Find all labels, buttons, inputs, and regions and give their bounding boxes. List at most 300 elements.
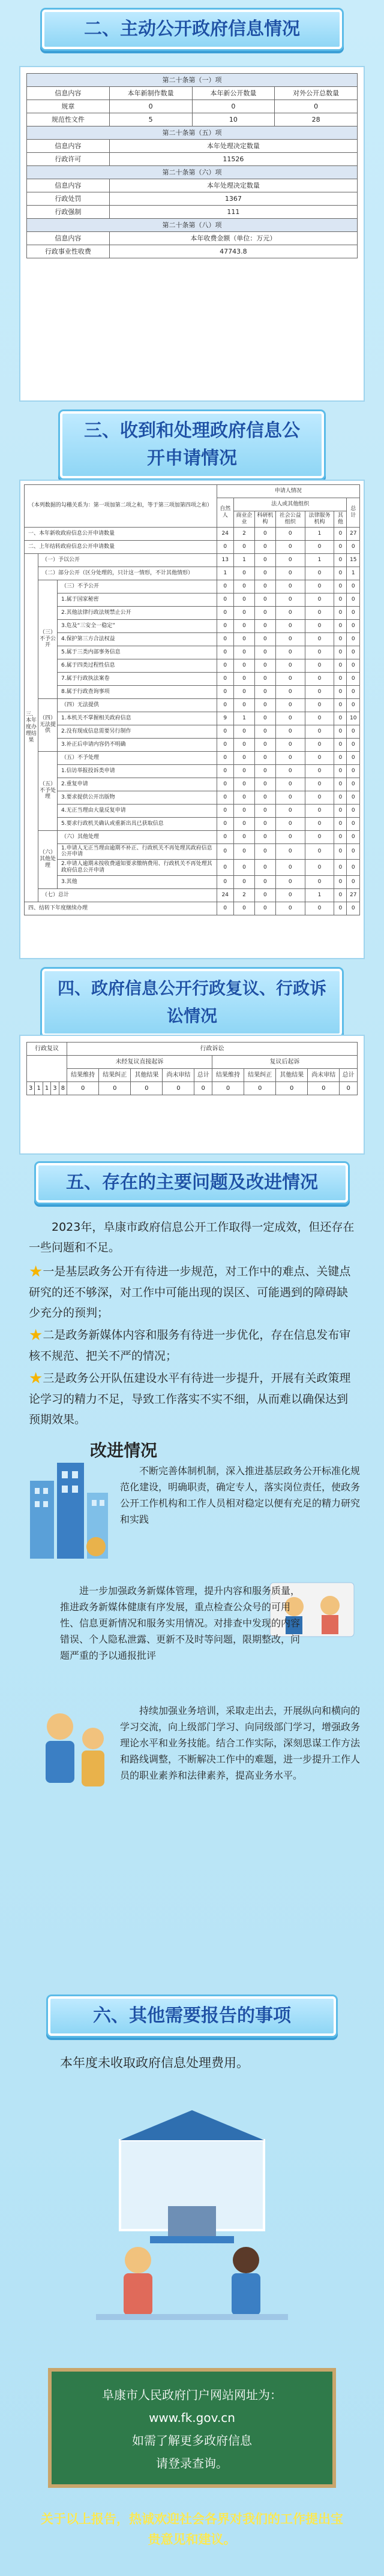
row-label: 1.信访举报投诉类申请	[58, 764, 217, 778]
cell: 0	[217, 659, 233, 672]
row-label: 4.保护第三方合法权益	[58, 632, 217, 646]
cell: 0	[254, 632, 275, 646]
cell: 0	[217, 875, 233, 888]
table-3-card	[19, 480, 365, 959]
row-label: 1.申请人无正当理由逾期不补正、行政机关不再处理其政府信息公开申请	[58, 843, 217, 860]
cell: 0	[275, 751, 305, 764]
blank-cell	[27, 1056, 67, 1082]
cell: 0	[334, 646, 347, 659]
cell: 0	[275, 659, 305, 672]
subgroup-label: （四）无法提供	[38, 698, 58, 751]
cell: 0	[275, 902, 305, 915]
cell: 1	[43, 1082, 50, 1095]
cell: 0	[212, 1082, 244, 1095]
cell: 1	[305, 553, 334, 567]
cell: 0	[234, 817, 255, 830]
subgroup-label: （六）其他处理	[38, 830, 58, 888]
cell: 0	[217, 580, 233, 593]
table-row	[25, 646, 360, 659]
col-header: 信息内容	[27, 87, 110, 100]
problem-text: 一是基层政务公开有待进一步规范，对工作中的难点、关键点研究的还不够深，对工作中可能出现的误区、可能遇到的障碍缺少充分的预判；	[29, 1265, 351, 1319]
cell: 0	[254, 672, 275, 685]
cell: 0	[334, 712, 347, 725]
table-row	[25, 593, 360, 606]
cell: 0	[254, 725, 275, 738]
cell: 0	[347, 817, 360, 830]
col-header: 本年处理决定数量	[109, 179, 357, 192]
row-label: 5.要求行政机关确认或重新出具已获取信息	[58, 817, 217, 830]
cell: 0	[194, 1082, 212, 1095]
cell: 0	[305, 646, 334, 659]
cell: 0	[234, 632, 255, 646]
cell: 0	[254, 817, 275, 830]
table-row	[25, 843, 360, 860]
cell: 27	[347, 527, 360, 540]
website-board	[48, 2368, 336, 2488]
cell: 0	[254, 778, 275, 791]
cell: 0	[234, 738, 255, 751]
cell: 0	[334, 791, 347, 804]
cell: 行政处罚	[27, 192, 110, 206]
table-row	[25, 830, 360, 843]
cell: 0	[347, 778, 360, 791]
cell: 3	[51, 1082, 59, 1095]
improve-3: 持续加强业务培训，采取走出去，开展纵向和横向的学习交流，向上级部门学习、向同级部门学习，增强政务理论水平和业务技能。结合工作实际，深刻思谋工作方法和路线调整，不断解决工作中的难题，进一步提升工作人员的职业素养和法律素养，提高业务水平。	[120, 1705, 361, 1781]
cell: 0	[334, 606, 347, 619]
col-header: 尚未审结	[308, 1069, 340, 1082]
cell: 行政强制	[27, 206, 110, 219]
cell: 0	[305, 606, 334, 619]
cell: 0	[347, 698, 360, 712]
table-row	[25, 860, 360, 876]
cell: 0	[305, 619, 334, 632]
cell: 0	[234, 830, 255, 843]
col-header: 社会公益组织	[275, 511, 305, 528]
problem-text: 二是政务新媒体内容和服务有待进一步优化，存在信息发布审核不规范、把关不严的情况；	[29, 1328, 351, 1363]
col-header: 信息内容	[27, 232, 110, 245]
cell: 9	[217, 712, 233, 725]
corner-note: （本列数据的勾稽关系为：第一项加第二项之和，等于第三项加第四项之和）	[25, 485, 217, 528]
row-label: 7.属于行政执法案卷	[58, 672, 217, 685]
cell: 0	[254, 659, 275, 672]
cell: 10	[192, 113, 275, 126]
cell: 1	[35, 1082, 43, 1095]
cell: 0	[347, 725, 360, 738]
cell: 0	[217, 804, 233, 817]
cell: 0	[305, 843, 334, 860]
cell: 0	[234, 540, 255, 553]
cell: 0	[275, 804, 305, 817]
cell: 0	[275, 567, 305, 580]
col-header: 其他结果	[276, 1069, 308, 1082]
cell: 0	[347, 738, 360, 751]
table-row	[25, 817, 360, 830]
cell: 0	[334, 553, 347, 567]
section-title-5: 五、存在的主要问题及改进情况	[36, 1163, 348, 1203]
cell: 0	[99, 1082, 131, 1095]
cell: 15	[347, 553, 360, 567]
cell: 0	[275, 527, 305, 540]
cell: 24	[217, 527, 233, 540]
col-header: 信息内容	[27, 179, 110, 192]
cell: 0	[234, 902, 255, 915]
cell: 0	[217, 830, 233, 843]
cell: 0	[334, 725, 347, 738]
cell: 0	[254, 712, 275, 725]
row-label: （一）予以公开	[38, 553, 217, 567]
row-label: 3.补正后申请内容仍不明确	[58, 738, 217, 751]
cell: 规范性文件	[27, 113, 110, 126]
cell: 0	[347, 632, 360, 646]
cell: 0	[347, 646, 360, 659]
direct-suit-header: 未经复议直接起诉	[67, 1056, 212, 1069]
cell: 0	[305, 804, 334, 817]
cell: 1	[305, 527, 334, 540]
cell: 0	[234, 843, 255, 860]
cell: 0	[347, 685, 360, 698]
review-litigation-table	[26, 1042, 358, 1095]
cell: 0	[254, 593, 275, 606]
cell: 0	[334, 778, 347, 791]
cell: 0	[334, 619, 347, 632]
cell: 0	[254, 843, 275, 860]
cell: 0	[163, 1082, 194, 1095]
row-label: 1.本机关不掌握相关政府信息	[58, 712, 217, 725]
cell: 0	[305, 778, 334, 791]
cell: 0	[234, 778, 255, 791]
cell: 0	[334, 593, 347, 606]
cell: 0	[275, 875, 305, 888]
cell: 0	[109, 100, 192, 113]
cell: 0	[347, 860, 360, 876]
table-row	[25, 685, 360, 698]
row-label: 3.其他	[58, 875, 217, 888]
cell: 0	[254, 804, 275, 817]
cell: 0	[275, 100, 358, 113]
subgroup-label: （三）不予公开	[38, 580, 58, 698]
review-header: 行政复议	[27, 1043, 67, 1056]
cell: 0	[305, 685, 334, 698]
cell: 0	[254, 646, 275, 659]
cell: 3	[27, 1082, 35, 1095]
cell: 0	[305, 725, 334, 738]
cell: 0	[275, 712, 305, 725]
cell: 2	[234, 888, 255, 902]
col-header: 信息内容	[27, 140, 110, 153]
building-illustration	[24, 1457, 114, 1565]
cell: 0	[234, 619, 255, 632]
row-label: 一、本年新收政府信息公开申请数量	[25, 527, 217, 540]
cell: 0	[131, 1082, 163, 1095]
col-header: 尚未审结	[163, 1069, 194, 1082]
row-label: 1.属于国家秘密	[58, 593, 217, 606]
cell: 0	[305, 902, 334, 915]
row-label: 2.其他法律行政法规禁止公开	[58, 606, 217, 619]
cell: 0	[254, 902, 275, 915]
cell: 规章	[27, 100, 110, 113]
cell: 0	[234, 725, 255, 738]
cell: 0	[234, 646, 255, 659]
total-header: 总计	[347, 498, 360, 528]
cell: 0	[305, 540, 334, 553]
legal-entity-header: 法人或其他组织	[234, 498, 347, 511]
login-text: 请登录查询。	[156, 2456, 228, 2470]
table-header: 第二十条第（八）项	[27, 219, 358, 232]
cell: 0	[275, 764, 305, 778]
cell: 1	[305, 888, 334, 902]
cell: 0	[305, 632, 334, 646]
cell: 0	[234, 804, 255, 817]
cell: 0	[305, 712, 334, 725]
cell: 0	[305, 817, 334, 830]
closing-text: 关于以上报告，热诚欢迎社会各界对我们的工作提出宝贵意见和建议。	[41, 2512, 343, 2547]
cell: 1	[234, 712, 255, 725]
table-row	[25, 672, 360, 685]
cell: 0	[275, 843, 305, 860]
cell: 0	[305, 738, 334, 751]
applicant-header: 申请人情况	[217, 485, 359, 498]
row-label: 4.无正当理由大量反复申请	[58, 804, 217, 817]
application-table	[24, 484, 360, 915]
cell: 0	[347, 619, 360, 632]
cell: 0	[254, 830, 275, 843]
table-row	[25, 738, 360, 751]
row-label: （五）不予处理	[58, 751, 217, 764]
cell: 0	[217, 738, 233, 751]
cell: 0	[275, 606, 305, 619]
table-row	[25, 712, 360, 725]
row-label: （二）部分公开（区分处理的，只计这一情形，不计其他情形）	[38, 567, 217, 580]
cell: 0	[305, 567, 334, 580]
cell: 24	[217, 888, 233, 902]
cell: 0	[334, 875, 347, 888]
cell: 1367	[109, 192, 357, 206]
cell: 0	[347, 804, 360, 817]
cell: 8	[59, 1082, 67, 1095]
cell: 0	[217, 593, 233, 606]
cell: 0	[334, 567, 347, 580]
cell: 0	[334, 659, 347, 672]
cell: 0	[334, 902, 347, 915]
team-illustration	[24, 1697, 120, 1798]
col-header: 本年新制作数量	[109, 87, 192, 100]
cell: 0	[254, 553, 275, 567]
table-2-card	[19, 66, 365, 402]
cell: 0	[234, 606, 255, 619]
cell: 0	[347, 580, 360, 593]
cell: 0	[192, 100, 275, 113]
col-header: 本年新公开数量	[192, 87, 275, 100]
cell: 0	[234, 685, 255, 698]
cell: 0	[275, 632, 305, 646]
cell: 0	[347, 751, 360, 764]
improve-1: 不断完善体制机制，深入推进基层政务公开标准化规范化建设，明确职责，确定专人，落实岗位责任，使政务公开工作机构和工作人员相对稳定以便有充足的精力研究和实践	[120, 1465, 361, 1525]
improve-2: 进一步加强政务新媒体管理，提升内容和服务质量，推进政务新媒体健康有序发展，重点检查公众号的可用性、信息更新情况和服务实用情况。对排查中发现的内容错误、个人隐私泄露、更新不及时等问题，限期整改，问题严重的予以通报批评	[60, 1585, 301, 1661]
col-header: 本年收费金额（单位：万元）	[109, 232, 357, 245]
star-icon: ★	[29, 1369, 43, 1388]
cell: 0	[275, 646, 305, 659]
cell: 0	[334, 817, 347, 830]
section-title-6: 六、其他需要报告的事项	[48, 1996, 336, 2036]
table-row	[25, 527, 360, 540]
cell: 0	[234, 698, 255, 712]
table-row	[25, 791, 360, 804]
cell: 0	[234, 659, 255, 672]
cell: 0	[234, 764, 255, 778]
cell: 0	[217, 606, 233, 619]
cell: 行政事业性收费	[27, 245, 110, 258]
subgroup-label: （五）不予处理	[38, 751, 58, 830]
cell: 0	[217, 817, 233, 830]
cell: 0	[217, 791, 233, 804]
cell: 0	[217, 646, 233, 659]
cell: 0	[347, 672, 360, 685]
table-row	[25, 567, 360, 580]
more-info-text: 如需了解更多政府信息	[132, 2433, 252, 2448]
cell: 0	[334, 580, 347, 593]
cell: 0	[254, 764, 275, 778]
cell: 0	[275, 778, 305, 791]
cell: 0	[217, 698, 233, 712]
cell: 0	[234, 567, 255, 580]
cell: 0	[234, 672, 255, 685]
table-header: 第二十条第（五）项	[27, 126, 358, 140]
cell: 0	[305, 659, 334, 672]
cell: 0	[217, 619, 233, 632]
website-label: 阜康市人民政府门户网站网址为：	[102, 2388, 282, 2402]
col-header: 结果纠正	[244, 1069, 276, 1082]
cell: 0	[334, 830, 347, 843]
cell: 1	[347, 567, 360, 580]
cell: 0	[254, 888, 275, 902]
table-4-card	[19, 1035, 365, 1155]
row-label: （三）不予公开	[58, 580, 217, 593]
problem-text: 三是政务公开队伍建设水平有待进一步提升，开展有关政策理论学习的精力不足，导致工作落实不实不细，从而难以确保达到预期效果。	[29, 1372, 351, 1426]
cell: 0	[234, 751, 255, 764]
col-header: 总计	[340, 1069, 358, 1082]
cell: 0	[275, 553, 305, 567]
col-header: 结果维持	[212, 1069, 244, 1082]
litigation-header: 行政诉讼	[67, 1043, 358, 1056]
table-row	[25, 725, 360, 738]
col-header: 其他	[334, 511, 347, 528]
table-row	[25, 875, 360, 888]
cell: 0	[347, 606, 360, 619]
cell: 0	[254, 567, 275, 580]
cell: 0	[275, 817, 305, 830]
result-group-label: 三、本年度办理结果	[25, 553, 38, 902]
cell: 13	[217, 553, 233, 567]
cell: 0	[217, 902, 233, 915]
cell: 10	[347, 712, 360, 725]
cell: 0	[254, 698, 275, 712]
row-label: 6.属于四类过程性信息	[58, 659, 217, 672]
row-label: （六）其他处理	[58, 830, 217, 843]
cell: 0	[305, 875, 334, 888]
cell: 0	[217, 751, 233, 764]
website-url[interactable]: www.fk.gov.cn	[149, 2411, 235, 2425]
public-info-table	[26, 73, 358, 258]
cell: 0	[254, 791, 275, 804]
cell: 0	[234, 593, 255, 606]
cell: 0	[275, 725, 305, 738]
col-header: 对外公开总数量	[275, 87, 358, 100]
row-label: 四、结转下年度继续办理	[25, 902, 217, 915]
cell: 0	[347, 540, 360, 553]
cell: 0	[275, 672, 305, 685]
cell: 0	[347, 593, 360, 606]
table-row	[25, 659, 360, 672]
cell: 47743.8	[109, 245, 357, 258]
cell: 0	[334, 860, 347, 876]
cell: 0	[234, 791, 255, 804]
cell: 0	[275, 830, 305, 843]
table-row	[25, 888, 360, 902]
table-row	[25, 778, 360, 791]
table-header: 第二十条第（六）项	[27, 166, 358, 179]
row-label: 2.申请人逾期未按收费通知要求缴纳费用、行政机关不再处理其政府信息公开申请	[58, 860, 217, 876]
cell: 0	[217, 725, 233, 738]
table-row	[25, 540, 360, 553]
table-row	[25, 632, 360, 646]
row-label: （四）无法提供	[58, 698, 217, 712]
col-header: 总计	[194, 1069, 212, 1082]
cell: 0	[254, 875, 275, 888]
cell: 0	[217, 764, 233, 778]
after-review-header: 复议后起诉	[212, 1056, 357, 1069]
section-title-3: 三、收到和处理政府信息公开申请情况	[60, 411, 324, 478]
cell: 11526	[109, 153, 357, 166]
col-header: 本年处理决定数量	[109, 140, 357, 153]
col-header: 法律服务机构	[305, 511, 334, 528]
cell: 0	[334, 672, 347, 685]
s5-intro: 2023年，阜康市政府信息公开工作取得一定成效，但还存在一些问题和不足。	[29, 1221, 355, 1254]
cell: 0	[275, 540, 305, 553]
cell: 0	[347, 843, 360, 860]
table-row	[25, 606, 360, 619]
table-row	[25, 751, 360, 764]
row-label: 2.重复申请	[58, 778, 217, 791]
cell: 0	[308, 1082, 340, 1095]
col-header: 其他结果	[131, 1069, 163, 1082]
cell: 0	[275, 888, 305, 902]
cell: 5	[109, 113, 192, 126]
cell: 0	[305, 593, 334, 606]
cell: 0	[217, 778, 233, 791]
cell: 0	[254, 540, 275, 553]
cell: 0	[347, 902, 360, 915]
cell: 0	[254, 860, 275, 876]
cell: 0	[334, 804, 347, 817]
cell: 0	[340, 1082, 358, 1095]
cell: 0	[347, 830, 360, 843]
cell: 0	[217, 672, 233, 685]
cell: 0	[334, 843, 347, 860]
row-label: （七）总计	[38, 888, 217, 902]
row-label: 二、上年结转政府信息公开申请数量	[25, 540, 217, 553]
cell: 0	[254, 685, 275, 698]
table-row	[25, 553, 360, 567]
table-row	[25, 902, 360, 915]
cell: 0	[347, 875, 360, 888]
cell: 0	[275, 738, 305, 751]
cell: 0	[347, 764, 360, 778]
table-row	[25, 804, 360, 817]
cell: 0	[254, 580, 275, 593]
cell: 0	[275, 580, 305, 593]
office-illustration	[84, 2098, 300, 2338]
s5-problem-3	[29, 1368, 358, 1430]
